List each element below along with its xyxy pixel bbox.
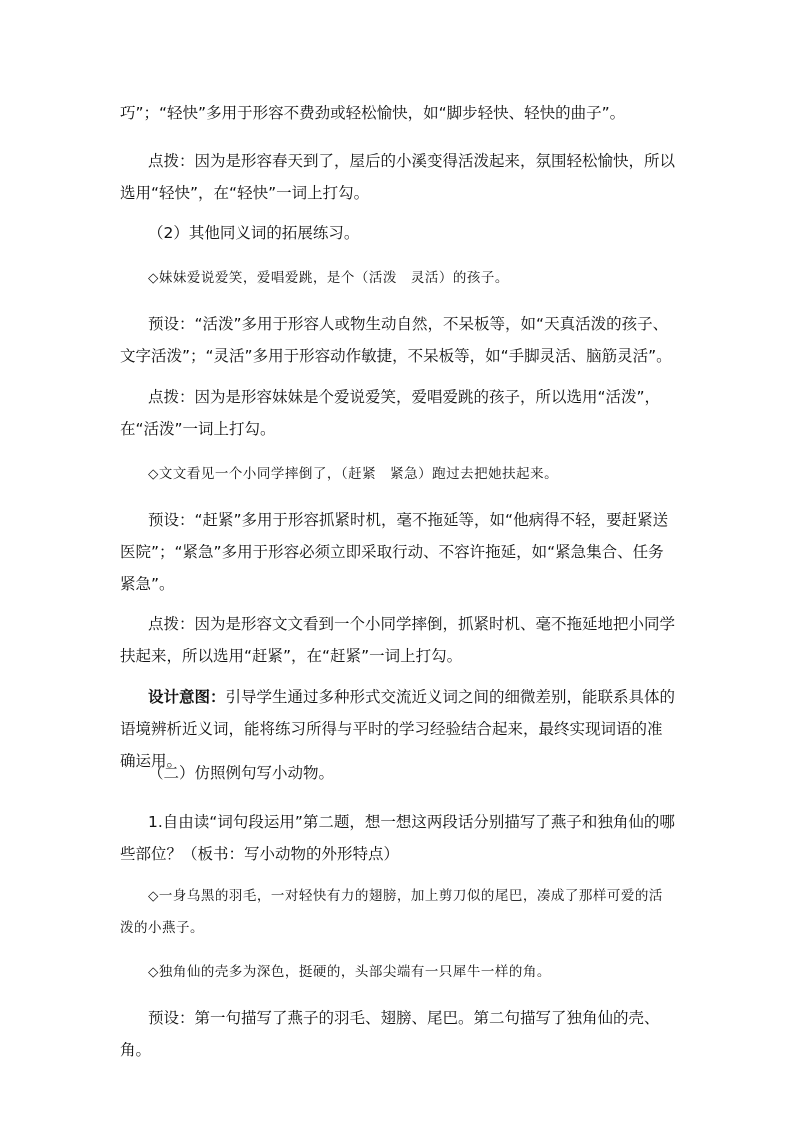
paragraph-subheading-synonym-practice: （2）其他同义词的拓展练习。 xyxy=(148,224,360,242)
paragraph-hint-hurry: 点拨：因为是形容文文看到一个小同学摔倒，抓紧时机、毫不拖延地把小同学扶起来，所以选用“赶紧”，在“赶紧”一词上打勾。 xyxy=(120,615,676,665)
paragraph-preset-hurry: 预设：“赶紧”多用于形容抓紧时机，毫不拖延等，如“他病得不轻，要赶紧送医院”；“紧急”多用于形容必须立即采取行动、不容许拖延，如“紧急集合、任务紧急”。 xyxy=(120,511,669,593)
paragraph-hint-light: 点拨：因为是形容春天到了，屋后的小溪变得活泼起来，氛围轻松愉快，所以选用“轻快”，在“轻快”一词上打勾。 xyxy=(120,152,676,202)
paragraph-example-beetle: ◇独角仙的壳多为深色，挺硬的，头部尖端有一只犀牛一样的角。 xyxy=(148,964,551,980)
paragraph-example-wenwen: ◇文文看见一个小同学摔倒了，（赶紧 紧急）跑过去把她扶起来。 xyxy=(148,466,559,482)
paragraph-preset-lively: 预设：“活泼”多用于形容人或物生动自然，不呆板等，如“天真活泼的孩子、文字活泼”；“灵活”多用于形容动作敏捷，不呆板等，如“手脚灵活、脑筋灵活”。 xyxy=(120,315,672,365)
paragraph-example-swallow: ◇一身乌黑的羽毛，一对轻快有力的翅膀，加上剪刀似的尾巴，凑成了那样可爱的活泼的小燕子。 xyxy=(120,888,663,936)
paragraph-example-sister: ◇妹妹爱说爱笑，爱唱爱跳，是个（活泼 灵活）的孩子。 xyxy=(148,270,509,286)
paragraph-section-heading: （二）仿照例句写小动物。 xyxy=(148,764,335,782)
paragraph-definition-continued: 巧”；“轻快”多用于形容不费劲或轻松愉快，如“脚步轻快、轻快的曲子”。 xyxy=(120,104,626,122)
paragraph-task-1: 1.自由读“词句段运用”第二题，想一想这两段话分别描写了燕子和独角仙的哪些部位？（板书：写小动物的外形特点） xyxy=(120,813,675,863)
paragraph-preset-parts: 预设：第一句描写了燕子的羽毛、翅膀、尾巴。第二句描写了独角仙的壳、角。 xyxy=(120,1009,660,1059)
paragraph-hint-lively: 点拨：因为是形容妹妹是个爱说爱笑，爱唱爱跳的孩子，所以选用“活泼”，在“活泼”一词上打勾。 xyxy=(120,388,661,438)
design-intent-label: 设计意图： xyxy=(148,688,226,706)
design-intent-text: 引导学生通过多种形式交流近义词之间的细微差别，能联系具体的语境辨析近义词，能将练习所得与平时的学习经验结合起来，最终实现词语的准确运用。 xyxy=(120,688,676,770)
